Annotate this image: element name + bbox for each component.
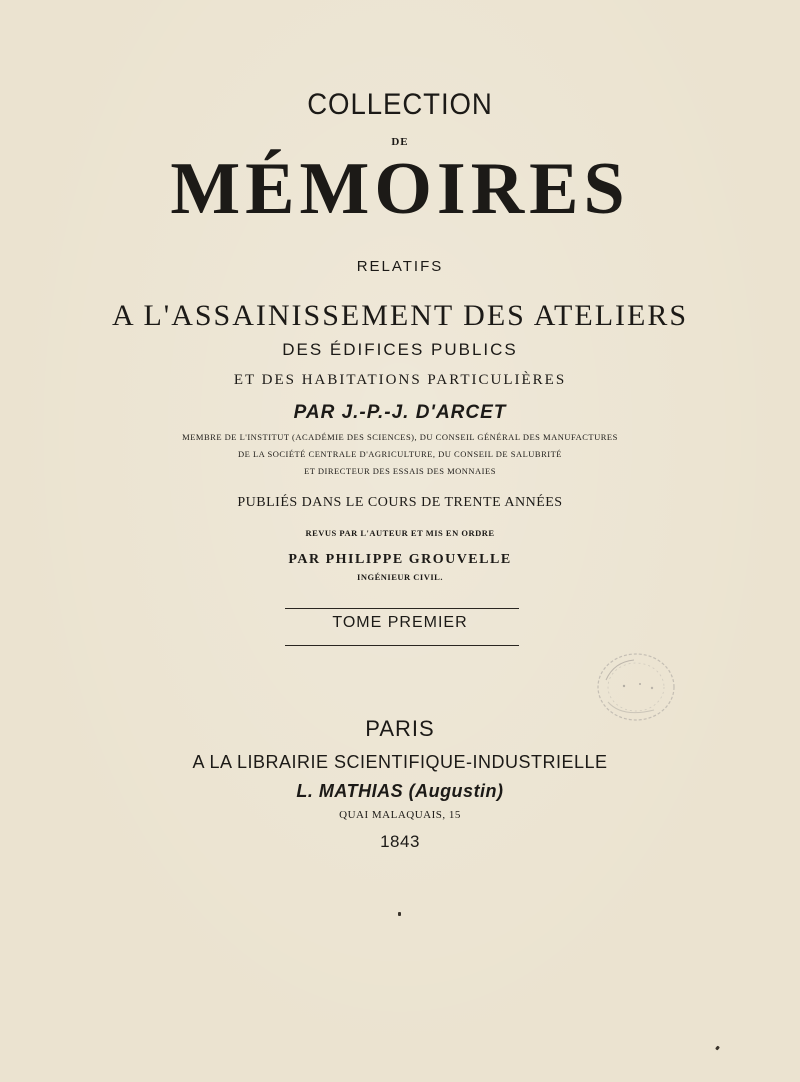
author-qualification-3: ET DIRECTEUR DES ESSAIS DES MONNAIES bbox=[304, 466, 496, 476]
volume-rule-bottom bbox=[285, 645, 519, 646]
main-title: MÉMOIRES bbox=[170, 148, 630, 230]
relatifs-label: RELATIFS bbox=[356, 258, 444, 275]
publication-year: 1843 bbox=[380, 832, 420, 851]
de-label: DE bbox=[391, 136, 409, 148]
subject-line-2: DES ÉDIFICES PUBLICS bbox=[282, 340, 518, 359]
volume-rule-top bbox=[285, 608, 519, 609]
author-qualification-1: MEMBRE DE L'INSTITUT (ACADÉMIE DES SCIENCES), DU CONSEIL GÉNÉRAL DES MANUFACTURES bbox=[182, 432, 618, 442]
author-name: PAR J.-P.-J. D'ARCET bbox=[293, 402, 507, 423]
ink-speck bbox=[398, 912, 401, 916]
editor-name: PAR PHILIPPE GROUVELLE bbox=[288, 552, 512, 567]
library-stamp-icon bbox=[594, 650, 678, 724]
publisher-address: QUAI MALAQUAIS, 15 bbox=[339, 809, 461, 821]
revised-note: REVUS PAR L'AUTEUR ET MIS EN ORDRE bbox=[305, 528, 495, 538]
ink-speck bbox=[715, 1046, 720, 1051]
collection-heading: COLLECTION bbox=[307, 88, 493, 121]
subject-line-1: A L'ASSAINISSEMENT DES ATELIERS bbox=[111, 299, 689, 332]
editor-title: INGÉNIEUR CIVIL. bbox=[357, 572, 443, 582]
author-qualification-2: DE LA SOCIÉTÉ CENTRALE D'AGRICULTURE, DU CONSEIL DE SALUBRITÉ bbox=[238, 449, 562, 459]
city-label: PARIS bbox=[365, 716, 435, 741]
published-note: PUBLIÉS DANS LE COURS DE TRENTE ANNÉES bbox=[237, 495, 563, 510]
volume-label: TOME PREMIER bbox=[332, 614, 468, 631]
subject-line-3: ET DES HABITATIONS PARTICULIÈRES bbox=[233, 372, 567, 388]
publisher-name: L. MATHIAS (Augustin) bbox=[296, 781, 504, 801]
bookshop-label: A LA LIBRAIRIE SCIENTIFIQUE-INDUSTRIELLE bbox=[192, 752, 608, 772]
